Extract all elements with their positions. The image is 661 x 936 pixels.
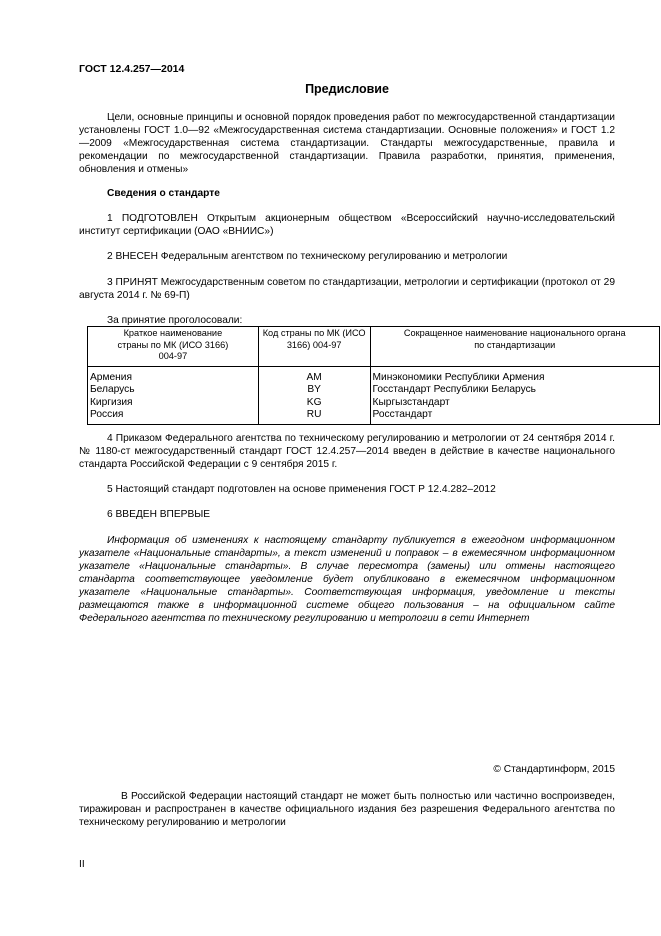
header-national-body: Сокращенное наименование национального органа по стандартизации [370,327,659,367]
code-cell: AM [258,366,370,384]
table-row [88,366,660,384]
item-6-first-introduced: 6 ВВЕДЕН ВПЕРВЫЕ [107,509,211,520]
code-cell: KG [258,397,370,410]
amendments-notice: Информация об изменениях к настоящему стандарту публикуется в ежегодном информационном указателе «Национальные стандарты», а текст изменений и поправок – в ежемесячном информационном указателе «Национальные стандарты». В случае пересмотра (замены) или отмены настоящего стандарта соответствующее уведомление будет опубликовано в ежемесячном информационном указателе «Национальные стандарты». Соответствующая информация, уведомление и тексты размещаются также в информационной системе общего пользования – на официальном сайте Федерального агентства по техническому регулированию и метрологии в сети Интернет [79,535,615,624]
page-title: Предисловие [305,82,389,96]
header-country: Краткое наименование страны по МК (ИСО 3166) 004-97 [88,327,259,367]
national-body-cell: Кыргызстандарт [370,397,659,410]
national-body-cell: Росстандарт [370,409,659,424]
vote-table-header [88,327,660,367]
page-number: II [79,859,85,870]
table-row [88,409,660,424]
item-3-adopted: 3 ПРИНЯТ Межгосударственным советом по стандартизации, метрологии и сертификации (протокол от 29 августа 2014 г. № 69-П) [79,277,615,301]
item-1-prepared: 1 ПОДГОТОВЛЕН Открытым акционерным обществом «Всероссийский научно-исследовательский институт сертификации (ОАО «ВНИИС») [79,213,615,237]
document-code: ГОСТ 12.4.257—2014 [79,63,185,75]
vote-label: За принятие проголосовали: [107,315,243,326]
table-row [88,384,660,397]
item-4-order: 4 Приказом Федерального агентства по техническому регулированию и метрологии от 24 сентября 2014 г.№ 1180-ст межгосударственный стандарт ГОСТ 12.4.257—2014 введен в действие в качестве национального стандарта Российской Федерации с 9 сентября 2015 г. [79,433,615,470]
code-cell: RU [258,409,370,424]
intro-paragraph: Цели, основные принципы и основной порядок проведения работ по межгосударственной стандартизации установлены ГОСТ 1.0—92 «Межгосударственная система стандартизации. Основные положения» и ГОСТ 1.2—2009 «Межгосударственная система стандартизации. Стандарты межгосударственные, правила и рекомендации по межгосударственной стандартизации. Правила разработки, принятия, применения, обновления и отмены» [79,112,615,175]
header-code: Код страны по МК (ИСО 3166) 004-97 [258,327,370,367]
country-cell: Армения [88,366,259,384]
item-2-introduced: 2 ВНЕСЕН Федеральным агентством по техническому регулированию и метрологии [107,251,508,262]
section-heading: Сведения о стандарте [107,188,220,199]
country-cell: Россия [88,409,259,424]
rights-notice: В Российской Федерации настоящий стандарт не может быть полностью или частично воспроизведен, тиражирован и распространен в качестве официального издания без разрешения Федерального агентства по техническому регулированию и метрологии [79,791,615,828]
country-cell: Беларусь [88,384,259,397]
copyright: © Стандартинформ, 2015 [493,764,615,775]
item-5-basis: 5 Настоящий стандарт подготовлен на основе применения ГОСТ Р 12.4.282–2012 [107,484,496,495]
national-body-cell: Минэкономики Республики Армения [370,366,659,384]
table-row [88,397,660,410]
code-cell: BY [258,384,370,397]
national-body-cell: Госстандарт Республики Беларусь [370,384,659,397]
country-cell: Киргизия [88,397,259,410]
vote-table [87,326,660,425]
